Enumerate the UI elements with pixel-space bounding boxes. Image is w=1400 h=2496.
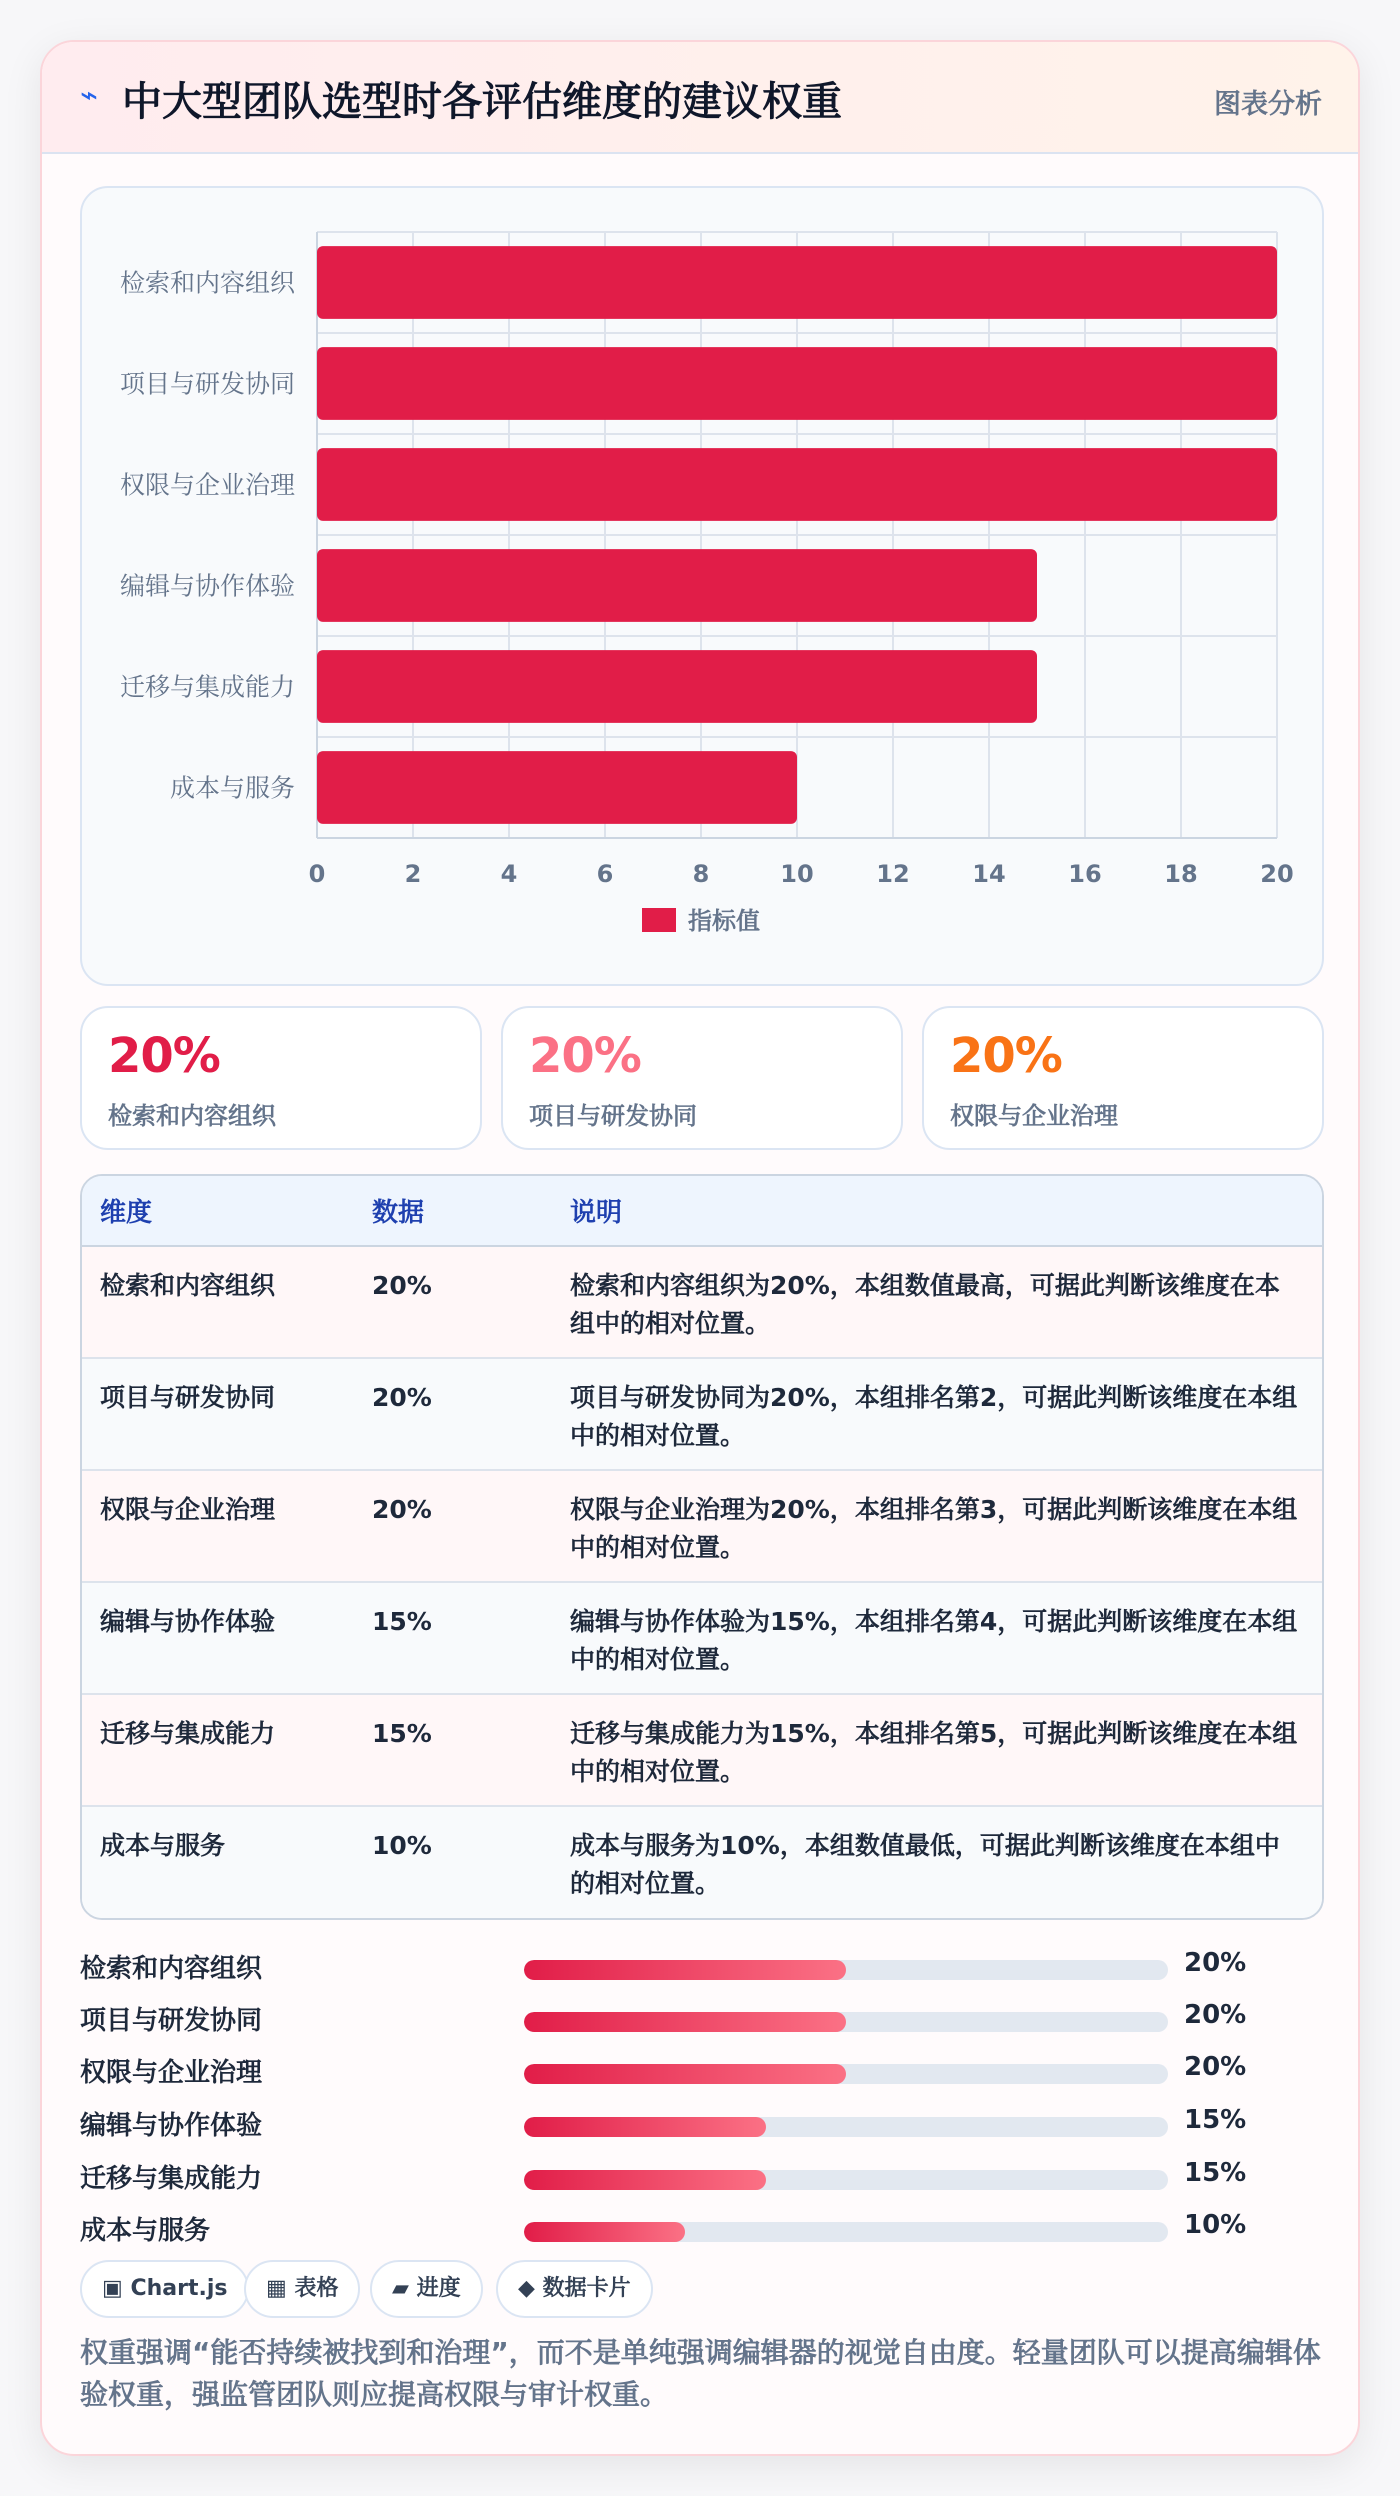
y-tick-label: 编辑与协作体验 — [119, 571, 295, 601]
progress-label: 成本与服务 — [80, 2216, 211, 2246]
progress-fill — [524, 2170, 766, 2190]
progress-row — [80, 1992, 1324, 2044]
cell-dimension: 检索和内容组织 — [82, 1246, 354, 1358]
bar-chart — [82, 188, 1326, 988]
cell-dimension: 编辑与协作体验 — [82, 1582, 354, 1694]
kpi-label: 检索和内容组织 — [108, 1102, 276, 1130]
y-tick-label: 项目与研发协同 — [119, 369, 295, 399]
bolt-icon: ⌁ — [80, 78, 99, 113]
header — [42, 42, 1360, 154]
data-table — [80, 1174, 1324, 1920]
x-tick-label: 4 — [500, 860, 518, 888]
kpi-cards — [80, 1006, 1324, 1150]
column-header: 维度 — [82, 1176, 354, 1246]
cell-note: 成本与服务为10%，本组数值最低，可据此判断该维度在本组中的相对位置。 — [570, 1831, 1280, 1898]
progress-value: 10% — [1184, 2210, 1247, 2240]
kpi-label: 项目与研发协同 — [529, 1102, 697, 1130]
bar — [317, 650, 1037, 723]
x-tick-label: 8 — [692, 860, 710, 888]
x-tick-label: 2 — [404, 860, 422, 888]
table-row — [82, 1694, 1322, 1806]
x-tick-label: 6 — [596, 860, 614, 888]
column-header: 说明 — [552, 1176, 1322, 1246]
progress-row — [80, 2150, 1324, 2202]
y-tick-label: 迁移与集成能力 — [119, 672, 295, 702]
cell-note: 检索和内容组织为20%，本组数值最高，可据此判断该维度在本组中的相对位置。 — [552, 1246, 1322, 1358]
cell-dimension: 成本与服务 — [100, 1831, 226, 1860]
cell-value: 20% — [354, 1246, 552, 1358]
cell-note: 权限与企业治理为20%，本组排名第3，可据此判断该维度在本组中的相对位置。 — [552, 1470, 1322, 1582]
cell-value: 15% — [354, 1694, 552, 1806]
chip-chartjs[interactable]: ▣ Chart.js — [80, 2260, 249, 2318]
table-header-row — [82, 1176, 1322, 1246]
cell-dimension: 权限与企业治理 — [82, 1470, 354, 1582]
progress-label: 权限与企业治理 — [80, 2058, 263, 2088]
progress-value: 20% — [1184, 1948, 1247, 1978]
progress-value: 20% — [1184, 2000, 1247, 2030]
x-tick-label: 14 — [972, 860, 1006, 888]
page-title: 中大型团队选型时各评估维度的建议权重 — [122, 79, 842, 125]
progress-fill — [524, 2012, 846, 2032]
x-tick-label: 12 — [876, 860, 910, 888]
progress-value: 15% — [1184, 2105, 1247, 2135]
progress-value: 20% — [1184, 2052, 1247, 2082]
report-card — [40, 40, 1360, 2456]
table-row — [82, 1806, 1322, 1918]
header-tag: 图表分析 — [1214, 89, 1322, 120]
legend-swatch — [642, 908, 676, 932]
cell-value: 20% — [354, 1470, 552, 1582]
cell-value: 10% — [372, 1831, 432, 1860]
progress-row — [80, 2097, 1324, 2149]
footer-note: 权重强调“能否持续被找到和治理”，而不是单纯强调编辑器的视觉自由度。轻量团队可以提高编辑体验权重，强监管团队则应提高权限与审计权重。 — [80, 2336, 1321, 2411]
legend-label: 指标值 — [688, 907, 760, 935]
kpi-value: 20% — [529, 1028, 641, 1084]
kpi-value: 20% — [950, 1028, 1062, 1084]
x-tick-label: 16 — [1068, 860, 1102, 888]
progress-fill — [524, 1960, 846, 1980]
x-tick-label: 20 — [1260, 860, 1294, 888]
kpi-value: 20% — [108, 1028, 220, 1084]
table-row — [82, 1582, 1322, 1694]
chip-table[interactable]: ▦ 表格 — [244, 2260, 360, 2318]
progress-value: 15% — [1184, 2158, 1247, 2188]
bar — [317, 549, 1037, 622]
progress-track — [524, 1960, 1168, 1980]
kpi-card — [80, 1006, 482, 1150]
cell-note: 项目与研发协同为20%，本组排名第2，可据此判断该维度在本组中的相对位置。 — [552, 1358, 1322, 1470]
bar — [317, 751, 797, 824]
column-header: 数据 — [354, 1176, 552, 1246]
progress-fill — [524, 2117, 766, 2137]
kpi-label: 权限与企业治理 — [950, 1102, 1118, 1130]
progress-label: 迁移与集成能力 — [80, 2164, 263, 2194]
progress-track — [524, 2064, 1168, 2084]
progress-row — [80, 2044, 1324, 2096]
kpi-card — [501, 1006, 903, 1150]
table-row — [82, 1358, 1322, 1470]
bar — [317, 347, 1277, 420]
progress-fill — [524, 2064, 846, 2084]
table-row — [82, 1246, 1322, 1358]
chip-progress[interactable]: ▰ 进度 — [370, 2260, 483, 2318]
progress-track — [524, 2012, 1168, 2032]
chip-data-card[interactable]: ◆ 数据卡片 — [496, 2260, 653, 2318]
progress-track — [524, 2170, 1168, 2190]
progress-label: 编辑与协作体验 — [80, 2111, 263, 2141]
bar — [317, 246, 1277, 319]
cell-note: 编辑与协作体验为15%，本组排名第4，可据此判断该维度在本组中的相对位置。 — [552, 1582, 1322, 1694]
cell-value: 15% — [354, 1582, 552, 1694]
cell-dimension: 迁移与集成能力 — [82, 1694, 354, 1806]
x-tick-label: 0 — [308, 860, 326, 888]
progress-fill — [524, 2222, 685, 2242]
x-tick-label: 18 — [1164, 860, 1198, 888]
kpi-card — [922, 1006, 1324, 1150]
progress-label: 项目与研发协同 — [80, 2006, 263, 2036]
y-tick-label: 权限与企业治理 — [119, 470, 295, 500]
table-row — [82, 1470, 1322, 1582]
bar — [317, 448, 1277, 521]
progress-list — [80, 1940, 1324, 2260]
cell-value: 20% — [354, 1358, 552, 1470]
progress-row — [80, 2202, 1324, 2254]
cell-dimension: 项目与研发协同 — [82, 1358, 354, 1470]
y-tick-label: 检索和内容组织 — [119, 268, 295, 298]
chart-panel — [80, 186, 1324, 986]
cell-note: 迁移与集成能力为15%，本组排名第5，可据此判断该维度在本组中的相对位置。 — [552, 1694, 1322, 1806]
progress-track — [524, 2222, 1168, 2242]
progress-track — [524, 2117, 1168, 2137]
progress-row — [80, 1940, 1324, 1992]
x-tick-label: 10 — [780, 860, 814, 888]
y-tick-label: 成本与服务 — [169, 773, 295, 803]
progress-label: 检索和内容组织 — [80, 1954, 263, 1984]
